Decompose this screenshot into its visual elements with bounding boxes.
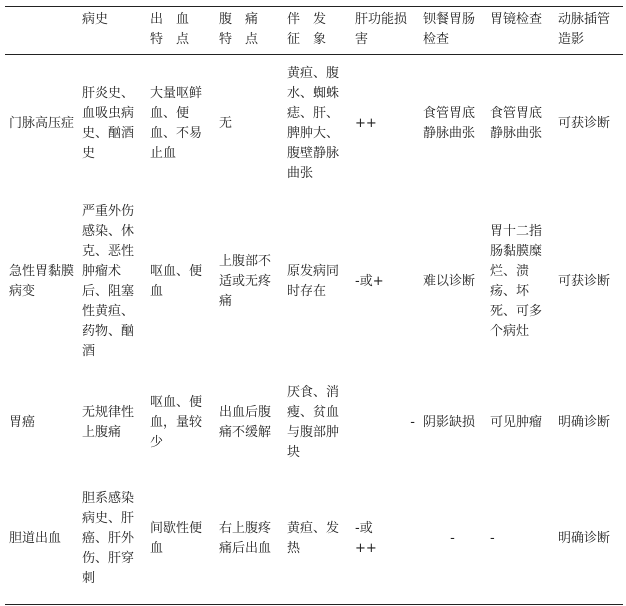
table-cell: 明确诊断 — [558, 531, 611, 547]
table-cell: 上腹部不适或无疼痛 — [219, 253, 272, 309]
table-cell: 无规律性上腹痛 — [82, 404, 135, 440]
table-cell: 严重外伤感染、休克、恶性肿瘤术后、阻塞性黄疸、药物、酗酒 — [82, 203, 135, 359]
header-cell: 动脉插管 造影 — [558, 12, 611, 47]
table-cell: 阴影缺损 — [423, 414, 476, 430]
table-cell: 胃癌 — [9, 414, 36, 430]
table-cell: 可获诊断 — [558, 115, 611, 131]
header-cell: 胃镜检查 — [490, 12, 543, 27]
table-cell: 急性胃黏膜病变 — [9, 263, 75, 299]
table-cell: 间歇性便血 — [150, 521, 203, 557]
header-row — [5, 7, 623, 55]
table-cell: 可获诊断 — [558, 273, 611, 289]
table-cell: 右上腹疼痛后出血 — [219, 521, 272, 557]
table-cell: 门脉高压症 — [9, 115, 75, 131]
header-cell: 肝功能损 害 — [355, 12, 408, 47]
table-row — [5, 55, 623, 193]
table-cell: 明确诊断 — [558, 414, 611, 430]
table-cell: - — [490, 531, 495, 547]
table-cell: -或 ++ — [355, 521, 377, 557]
table-cell: 食管胃底静脉曲张 — [490, 105, 543, 141]
table-cell: 大量呕鲜血、便血、不易止血 — [150, 85, 203, 161]
table-cell: 黄疸、腹水、蜘蛛痣、肝、脾肿大、腹壁静脉曲张 — [287, 65, 340, 181]
header-cell: 腹 痛 特 点 — [219, 12, 259, 47]
table-row — [5, 371, 623, 475]
table-row — [5, 193, 623, 371]
header-cell: 病史 — [82, 12, 109, 27]
table-cell: 胆系感染病史、肝癌、肝外伤、肝穿刺 — [82, 491, 135, 587]
header-cell: 出 血 特 点 — [150, 12, 190, 47]
table-cell: 可见肿瘤 — [490, 414, 543, 430]
table-cell: 厌食、消瘦、贫血与腹部肿块 — [287, 384, 340, 460]
table-cell: 原发病同时存在 — [287, 263, 340, 299]
table-cell: 难以诊断 — [423, 273, 476, 289]
table-cell: - — [410, 414, 415, 430]
header-cell: 伴 发 征 象 — [287, 12, 327, 47]
table-cell: 出血后腹痛不缓解 — [219, 404, 272, 440]
table-cell: - — [450, 531, 455, 547]
table-cell: 胃十二指肠黏膜糜烂、溃疡、坏死、可多个病灶 — [490, 223, 543, 339]
table-cell: 呕血、便血 — [150, 263, 203, 299]
table-cell: 黄疸、发热 — [287, 521, 340, 557]
table-cell: 食管胃底静脉曲张 — [423, 105, 476, 141]
table-cell: 胆道出血 — [9, 531, 62, 547]
header-cell — [5, 7, 78, 55]
header-cell: 钡餐胃肠 检查 — [423, 12, 476, 47]
table-cell: 肝炎史、血吸虫病史、酗酒史 — [82, 85, 135, 161]
table-cell: 呕血、便血，量较少 — [150, 394, 203, 450]
table-row — [5, 475, 623, 605]
table-cell: -或+ — [355, 273, 384, 289]
comparison-table — [5, 6, 623, 605]
table-cell: 无 — [219, 115, 233, 131]
table-cell: ++ — [355, 115, 377, 131]
